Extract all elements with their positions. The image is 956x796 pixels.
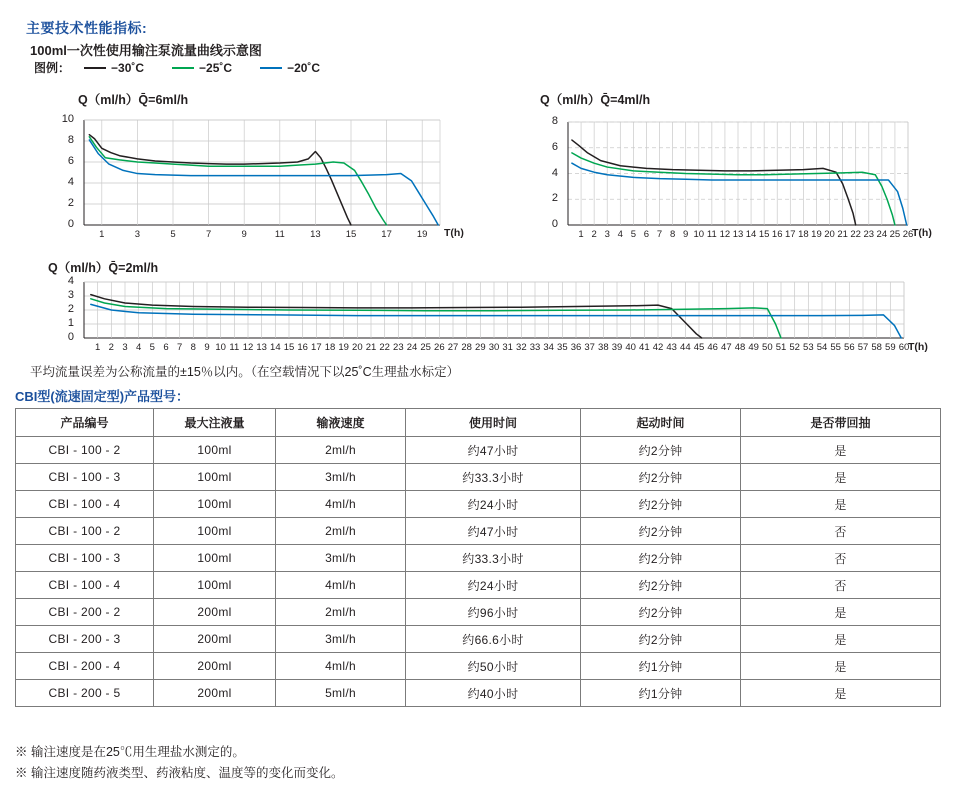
x-tick-label: 59 bbox=[885, 342, 896, 353]
y-tick-label: 2 bbox=[67, 197, 74, 209]
table-header-cell: 产品编号 bbox=[16, 409, 154, 437]
chart-title-4mlh: Q（ml/h）Q̄=4ml/h bbox=[540, 93, 651, 107]
x-axis-unit-4mlh: T(h) bbox=[912, 227, 932, 239]
x-tick-label: 15 bbox=[345, 229, 357, 240]
table-cell: 约40小时 bbox=[406, 680, 581, 707]
y-tick-label: 4 bbox=[67, 176, 74, 188]
x-tick-label: 18 bbox=[798, 229, 809, 240]
table-cell: 约2分钟 bbox=[581, 545, 741, 572]
table-cell: 否 bbox=[741, 572, 941, 599]
x-tick-label: 33 bbox=[529, 342, 541, 353]
x-tick-label: 30 bbox=[488, 342, 500, 353]
x-tick-label: 43 bbox=[666, 342, 677, 353]
plot-area-4mlh bbox=[551, 115, 914, 240]
table-cell: CBI - 200 - 5 bbox=[16, 680, 154, 707]
legend-text-1: −30˚C bbox=[111, 60, 145, 75]
x-tick-label: 3 bbox=[604, 229, 610, 240]
x-tick-label: 49 bbox=[748, 342, 759, 353]
x-tick-label: 21 bbox=[837, 229, 848, 240]
table-cell: 200ml bbox=[154, 626, 276, 653]
x-tick-label: 6 bbox=[163, 342, 169, 353]
table-cell: 约1分钟 bbox=[581, 680, 741, 707]
y-tick-label: 8 bbox=[67, 134, 74, 146]
legend bbox=[34, 59, 348, 76]
legend-swatch-1 bbox=[84, 67, 106, 69]
table-cell: 约47小时 bbox=[406, 518, 581, 545]
x-tick-label: 6 bbox=[643, 229, 650, 240]
table-cell: 约33.3小时 bbox=[406, 464, 581, 491]
x-tick-label: 13 bbox=[732, 229, 744, 240]
table-cell: 是 bbox=[741, 464, 941, 491]
table-cell: 约50小时 bbox=[406, 653, 581, 680]
table-cell: 100ml bbox=[154, 491, 276, 518]
x-tick-label: 29 bbox=[475, 342, 486, 353]
table-cell: 约2分钟 bbox=[581, 437, 741, 464]
table-cell: 约2分钟 bbox=[581, 572, 741, 599]
x-tick-label: 14 bbox=[745, 229, 757, 240]
table-cell: 约2分钟 bbox=[581, 626, 741, 653]
x-tick-label: 55 bbox=[830, 342, 841, 353]
table-cell: 约1分钟 bbox=[581, 653, 741, 680]
table-cell: 是 bbox=[741, 626, 941, 653]
legend-item bbox=[172, 61, 232, 75]
x-tick-label: 13 bbox=[256, 342, 267, 353]
y-tick-label: 6 bbox=[551, 140, 558, 153]
table-cell: 约33.3小时 bbox=[406, 545, 581, 572]
x-tick-label: 58 bbox=[871, 342, 882, 353]
x-tick-label: 4 bbox=[136, 342, 142, 353]
x-tick-label: 17 bbox=[311, 342, 322, 353]
x-tick-label: 7 bbox=[177, 342, 183, 353]
x-tick-label: 1 bbox=[99, 229, 105, 240]
table-cell: 2ml/h bbox=[276, 518, 406, 545]
x-tick-label: 15 bbox=[758, 229, 770, 240]
table-row bbox=[16, 491, 941, 518]
x-tick-label: 51 bbox=[775, 342, 787, 353]
x-tick-label: 9 bbox=[204, 342, 210, 353]
x-axis-unit-2mlh: T(h) bbox=[908, 341, 928, 353]
x-tick-label: 3 bbox=[122, 342, 128, 353]
y-tick-label: 6 bbox=[67, 155, 74, 167]
chart-block-title: 100ml一次性使用输注泵流量曲线示意图 bbox=[30, 43, 262, 58]
x-tick-label: 1 bbox=[578, 229, 584, 240]
x-tick-label: 15 bbox=[283, 342, 295, 353]
x-tick-label: 18 bbox=[324, 342, 336, 353]
spec-table bbox=[15, 408, 941, 707]
table-cell: 约66.6小时 bbox=[406, 626, 581, 653]
legend-text-3: −20˚C bbox=[287, 60, 321, 75]
x-tick-label: 19 bbox=[338, 342, 349, 353]
table-row bbox=[16, 680, 941, 707]
table-cell: 4ml/h bbox=[276, 491, 406, 518]
x-tick-label: 52 bbox=[789, 342, 800, 353]
x-tick-label: 22 bbox=[379, 342, 390, 353]
x-tick-label: 23 bbox=[393, 342, 404, 353]
table-header-cell: 使用时间 bbox=[406, 409, 581, 437]
x-tick-label: 26 bbox=[902, 229, 914, 240]
x-tick-label: 7 bbox=[656, 229, 663, 240]
x-tick-label: 37 bbox=[584, 342, 595, 353]
x-tick-label: 50 bbox=[762, 342, 773, 353]
x-tick-label: 24 bbox=[406, 342, 418, 353]
x-tick-label: 19 bbox=[811, 229, 822, 240]
plot-area-6mlh bbox=[61, 113, 440, 240]
table-cell: 是 bbox=[741, 437, 941, 464]
x-tick-label: 60 bbox=[898, 342, 910, 353]
x-tick-label: 25 bbox=[889, 229, 901, 240]
x-tick-label: 5 bbox=[149, 342, 155, 353]
x-tick-label: 42 bbox=[652, 342, 664, 353]
x-tick-label: 5 bbox=[170, 229, 176, 240]
table-cell: 约2分钟 bbox=[581, 491, 741, 518]
x-tick-label: 53 bbox=[803, 342, 814, 353]
table-row bbox=[16, 599, 941, 626]
table-cell: 200ml bbox=[154, 680, 276, 707]
table-cell: CBI - 100 - 2 bbox=[16, 518, 154, 545]
table-cell: 是 bbox=[741, 599, 941, 626]
x-tick-label: 12 bbox=[242, 342, 254, 353]
table-header-cell: 最大注液量 bbox=[154, 409, 276, 437]
legend-item bbox=[260, 61, 320, 75]
y-tick-label: 8 bbox=[551, 115, 558, 127]
legend-swatch-3 bbox=[260, 67, 282, 69]
table-cell: 100ml bbox=[154, 464, 276, 491]
table-cell: 100ml bbox=[154, 518, 276, 545]
x-tick-label: 8 bbox=[669, 229, 676, 240]
x-tick-label: 21 bbox=[365, 342, 377, 353]
table-row bbox=[16, 626, 941, 653]
table-cell: 3ml/h bbox=[276, 545, 406, 572]
table-header-cell: 输液速度 bbox=[276, 409, 406, 437]
x-tick-label: 11 bbox=[274, 229, 285, 240]
chart-title-6mlh: Q（ml/h）Q̄=6ml/h bbox=[78, 93, 189, 107]
table-cell: 2ml/h bbox=[276, 599, 406, 626]
y-tick-label: 4 bbox=[67, 275, 74, 287]
x-tick-label: 38 bbox=[598, 342, 609, 353]
y-tick-label: 0 bbox=[67, 218, 74, 230]
x-tick-label: 9 bbox=[241, 229, 247, 240]
legend-text-2: −25˚C bbox=[199, 60, 233, 75]
table-cell: 约2分钟 bbox=[581, 599, 741, 626]
x-tick-label: 7 bbox=[205, 229, 212, 240]
y-tick-label: 2 bbox=[551, 192, 558, 205]
table-row bbox=[16, 437, 941, 464]
x-tick-label: 13 bbox=[310, 229, 321, 240]
x-tick-label: 45 bbox=[693, 342, 705, 353]
x-tick-label: 22 bbox=[850, 229, 861, 240]
table-cell: 100ml bbox=[154, 437, 276, 464]
table-cell: CBI - 200 - 4 bbox=[16, 653, 154, 680]
x-tick-label: 5 bbox=[630, 229, 637, 240]
table-cell: CBI - 200 - 3 bbox=[16, 626, 154, 653]
footnote-2: ※ 输注速度随药液类型、药液粘度、温度等的变化而变化。 bbox=[15, 766, 344, 780]
table-cell: 是 bbox=[741, 680, 941, 707]
table-title: CBI型(流速固定型)产品型号： bbox=[15, 389, 190, 404]
table-header-row bbox=[16, 409, 941, 437]
table-header-cell: 起动时间 bbox=[581, 409, 741, 437]
section-title: 主要技术性能指标: bbox=[26, 20, 148, 36]
x-tick-label: 25 bbox=[420, 342, 431, 353]
chart-title-2mlh: Q（ml/h）Q̄=2ml/h bbox=[48, 261, 159, 275]
table-cell: 否 bbox=[741, 518, 941, 545]
x-tick-label: 40 bbox=[625, 342, 636, 353]
table-cell: 3ml/h bbox=[276, 464, 406, 491]
x-tick-label: 10 bbox=[693, 229, 705, 240]
y-tick-label: 0 bbox=[551, 218, 558, 230]
table-cell: 约2分钟 bbox=[581, 464, 741, 491]
y-tick-label: 2 bbox=[67, 303, 74, 315]
table-cell: 4ml/h bbox=[276, 572, 406, 599]
x-tick-label: 27 bbox=[447, 342, 459, 353]
x-tick-label: 10 bbox=[215, 342, 226, 353]
table-cell: 5ml/h bbox=[276, 680, 406, 707]
y-tick-label: 3 bbox=[67, 289, 74, 301]
x-tick-label: 20 bbox=[824, 229, 835, 240]
table-row bbox=[16, 545, 941, 572]
y-tick-label: 0 bbox=[67, 331, 74, 343]
table-cell: 2ml/h bbox=[276, 437, 406, 464]
x-tick-label: 44 bbox=[680, 342, 691, 353]
x-tick-label: 28 bbox=[461, 342, 472, 353]
x-tick-label: 35 bbox=[557, 342, 568, 353]
x-tick-label: 9 bbox=[683, 229, 689, 240]
x-tick-label: 1 bbox=[95, 342, 101, 353]
x-tick-label: 23 bbox=[863, 229, 875, 240]
table-cell: CBI - 100 - 4 bbox=[16, 491, 154, 518]
table-cell: 200ml bbox=[154, 599, 276, 626]
legend-swatch-2 bbox=[172, 67, 194, 69]
x-tick-label: 19 bbox=[416, 229, 428, 240]
table-row bbox=[16, 653, 941, 680]
chart-note: 平均流量误差为公称流量的±15％以内。（在空载情况下以25˚C生理盐水标定） bbox=[30, 365, 460, 379]
x-tick-label: 32 bbox=[516, 342, 527, 353]
x-tick-label: 54 bbox=[816, 342, 828, 353]
x-tick-label: 48 bbox=[734, 342, 746, 353]
table-cell: CBI - 100 - 3 bbox=[16, 545, 154, 572]
x-tick-label: 46 bbox=[707, 342, 718, 353]
table-cell: 约24小时 bbox=[406, 491, 581, 518]
table-row bbox=[16, 464, 941, 491]
table-cell: 是 bbox=[741, 491, 941, 518]
x-tick-label: 47 bbox=[721, 342, 732, 353]
x-tick-label: 11 bbox=[229, 342, 240, 353]
table-cell: 约47小时 bbox=[406, 437, 581, 464]
x-tick-label: 11 bbox=[706, 229, 717, 240]
x-axis-unit-6mlh: T(h) bbox=[444, 227, 464, 239]
x-tick-label: 2 bbox=[108, 342, 114, 353]
x-tick-label: 2 bbox=[591, 229, 597, 240]
legend-label: 图例： bbox=[34, 61, 71, 75]
x-tick-label: 20 bbox=[352, 342, 363, 353]
x-tick-label: 16 bbox=[771, 229, 783, 240]
table-cell: 200ml bbox=[154, 653, 276, 680]
table-cell: CBI - 100 - 4 bbox=[16, 572, 154, 599]
x-tick-label: 41 bbox=[639, 342, 650, 353]
x-tick-label: 39 bbox=[611, 342, 623, 353]
table-cell: 100ml bbox=[154, 545, 276, 572]
y-tick-label: 1 bbox=[67, 317, 74, 329]
x-tick-label: 4 bbox=[617, 229, 623, 240]
table-cell: 约2分钟 bbox=[581, 518, 741, 545]
table-cell: 约96小时 bbox=[406, 599, 581, 626]
plot-area-2mlh bbox=[67, 275, 910, 353]
x-tick-label: 24 bbox=[876, 229, 888, 240]
table-cell: 约24小时 bbox=[406, 572, 581, 599]
x-tick-label: 17 bbox=[785, 229, 796, 240]
x-tick-label: 3 bbox=[134, 229, 141, 240]
x-tick-label: 17 bbox=[381, 229, 392, 240]
table-cell: 100ml bbox=[154, 572, 276, 599]
table-cell: 否 bbox=[741, 545, 941, 572]
x-tick-label: 16 bbox=[297, 342, 308, 353]
y-tick-label: 10 bbox=[61, 113, 74, 125]
table-header-cell: 是否带回抽 bbox=[741, 409, 941, 437]
table-cell: CBI - 100 - 3 bbox=[16, 464, 154, 491]
table-cell: 4ml/h bbox=[276, 653, 406, 680]
x-tick-label: 56 bbox=[844, 342, 855, 353]
x-tick-label: 34 bbox=[543, 342, 554, 353]
footnote-1: ※ 输注速度是在25℃用生理盐水测定的。 bbox=[15, 745, 245, 759]
x-tick-label: 12 bbox=[719, 229, 731, 240]
table-row bbox=[16, 518, 941, 545]
legend-item bbox=[84, 61, 144, 75]
table-cell: CBI - 100 - 2 bbox=[16, 437, 154, 464]
y-tick-label: 4 bbox=[551, 166, 558, 179]
x-tick-label: 26 bbox=[434, 342, 445, 353]
x-tick-label: 14 bbox=[270, 342, 281, 353]
x-tick-label: 36 bbox=[570, 342, 582, 353]
x-tick-label: 31 bbox=[502, 342, 513, 353]
x-tick-label: 8 bbox=[190, 342, 196, 353]
x-tick-label: 57 bbox=[857, 342, 869, 353]
table-cell: CBI - 200 - 2 bbox=[16, 599, 154, 626]
table-cell: 3ml/h bbox=[276, 626, 406, 653]
table-cell: 是 bbox=[741, 653, 941, 680]
table-row bbox=[16, 572, 941, 599]
